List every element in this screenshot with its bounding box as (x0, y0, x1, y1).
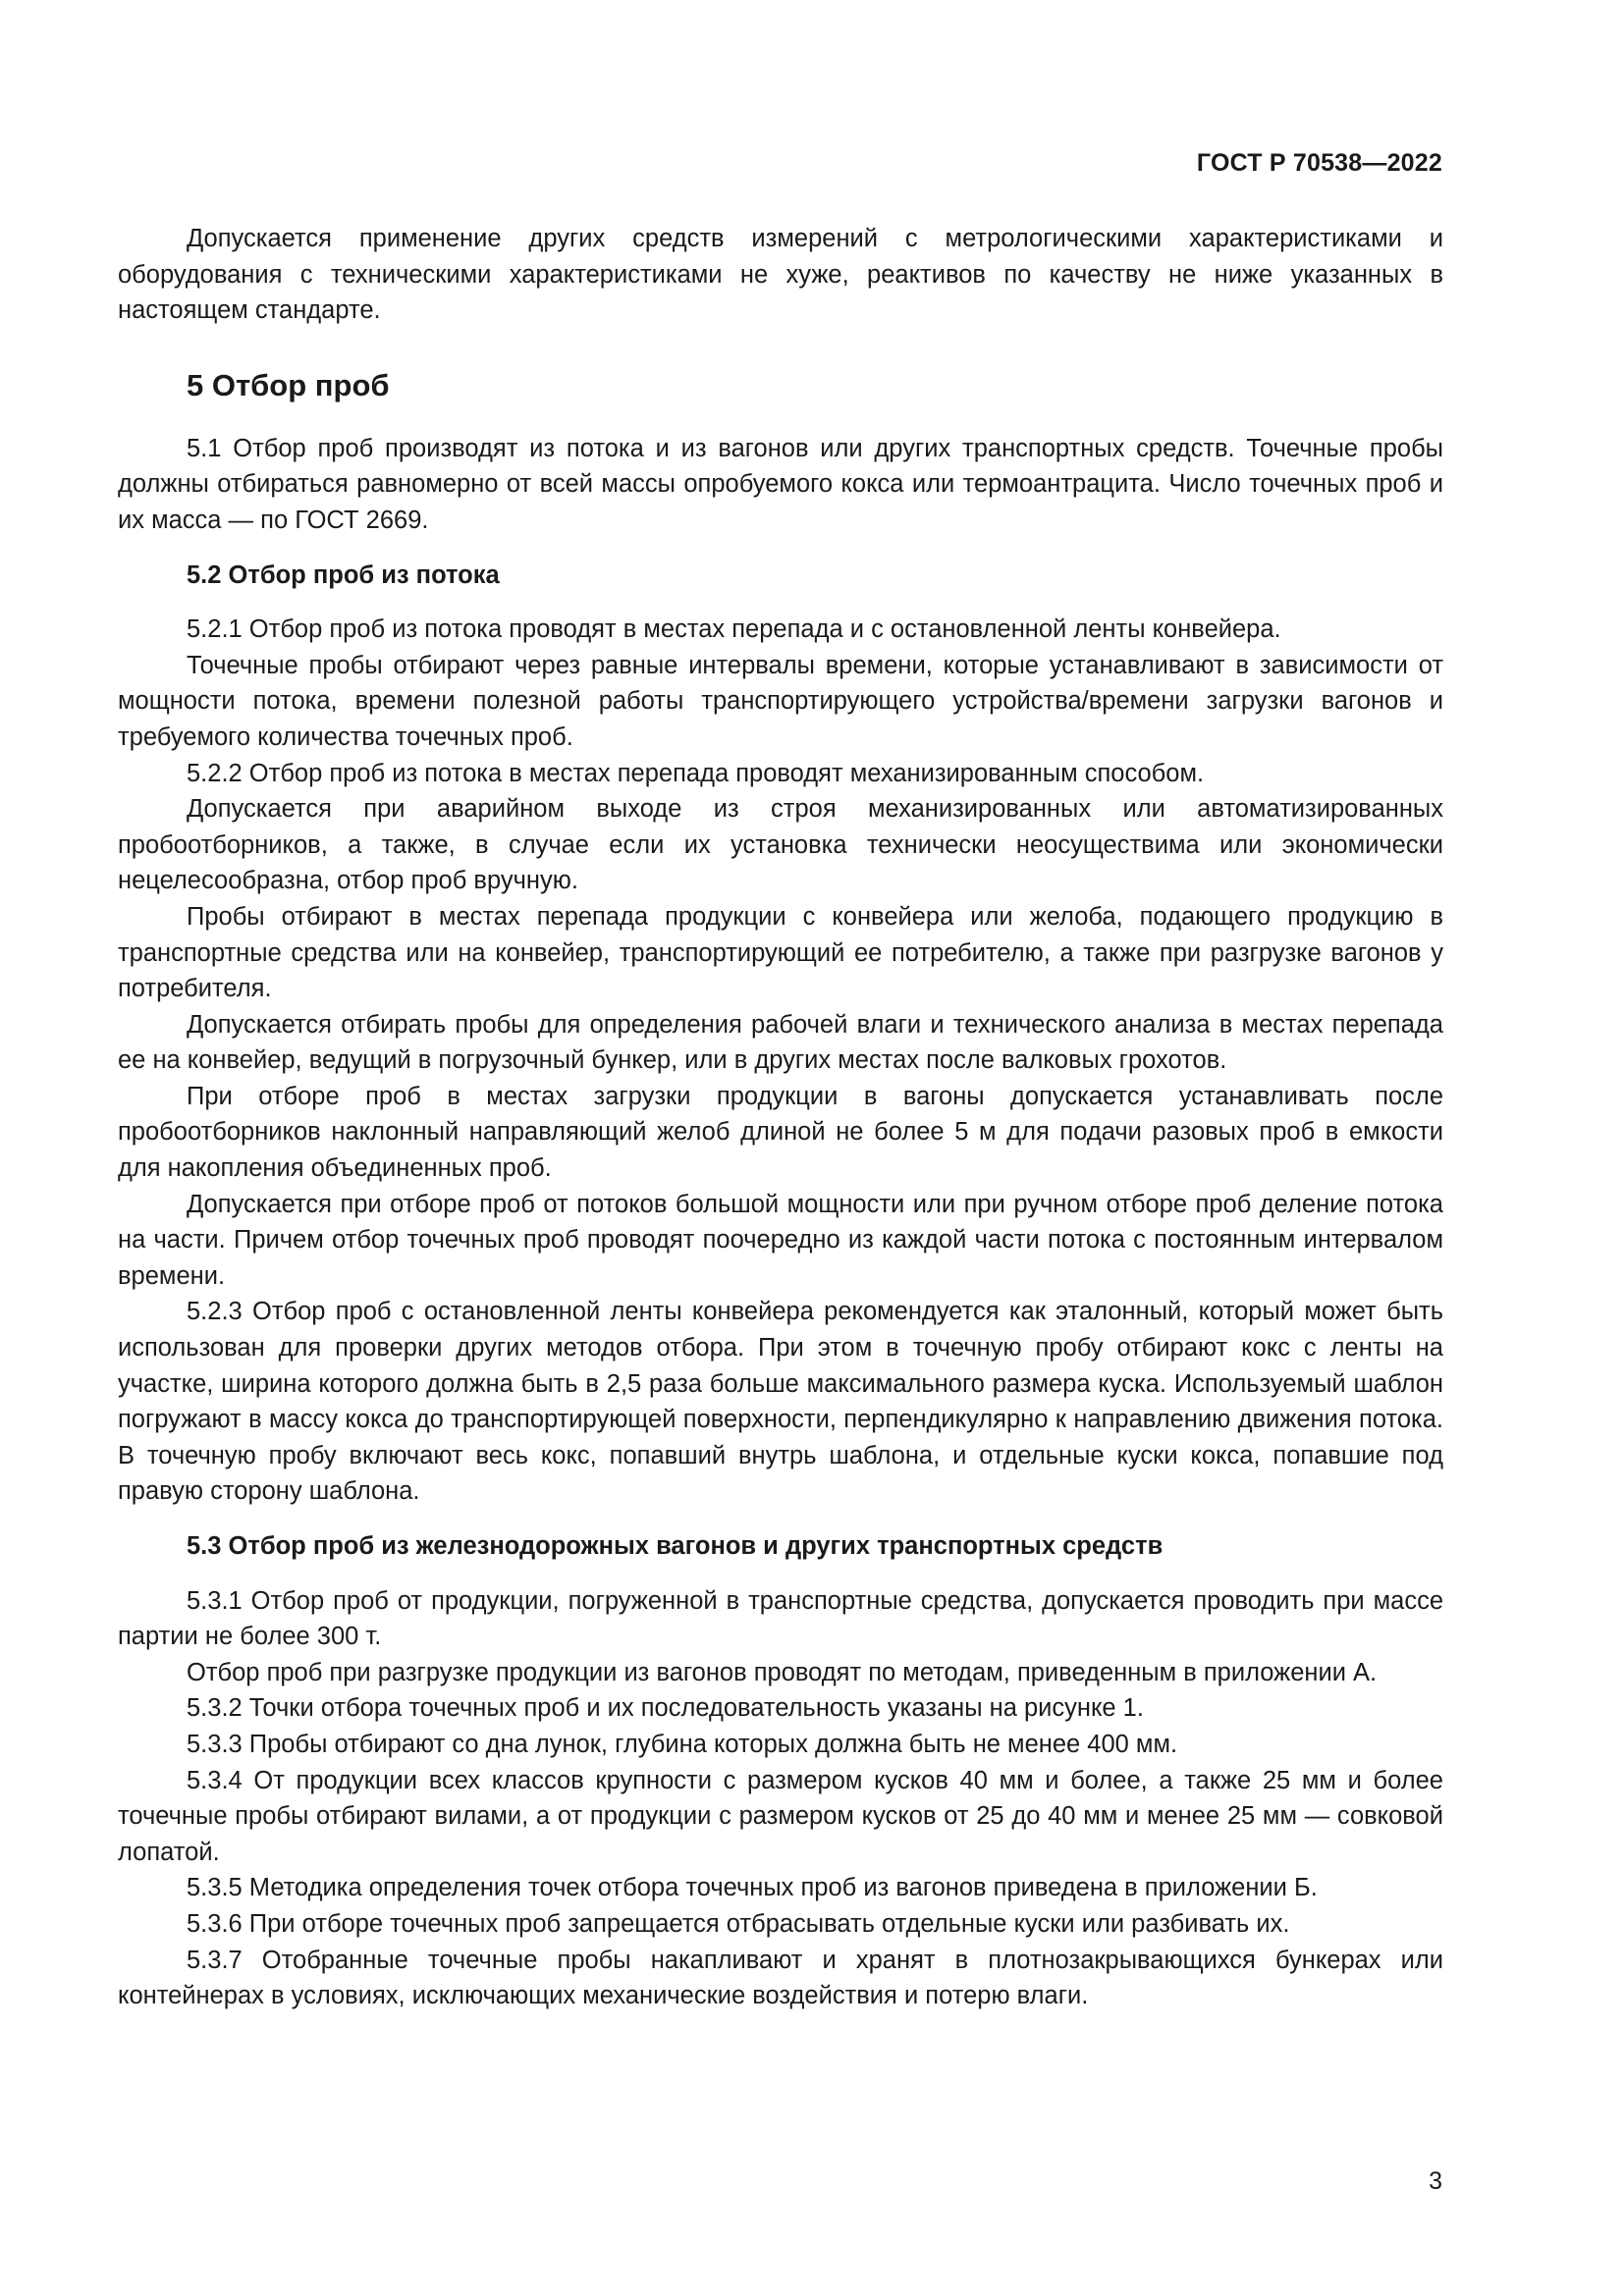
paragraph: Отбор проб при разгрузке продукции из вагонов проводят по методам, приведенным в приложении А. (187, 1658, 1378, 1686)
intro-paragraph: Допускается применение других средств измерений с метрологическими характеристиками и оборудования с техническими характеристиками не хуже, реактивов по качеству не ниже указанных в настоящем стандарте. (118, 225, 1443, 325)
section-5-title: 5 Отбор проб (187, 367, 390, 402)
page-number: 3 (1429, 2167, 1442, 2195)
paragraph-5-3-4: 5.3.4 От продукции всех классов крупности с размером кусков 40 мм и более, а также 25 мм и более точечные пробы отбирают вилами, а от продукции с размером кусков от 25 до 40 мм и менее 25 мм — совковой лопатой. (118, 1766, 1443, 1866)
paragraph-5-1: 5.1 Отбор проб производят из потока и из вагонов или других транспортных средств. Точечные пробы должны отбираться равномерно от всей массы опробуемого кокса или термоантрацита. Число точечных проб и их масса — по ГОСТ 2669. (118, 434, 1443, 534)
paragraph-5-3-3: 5.3.3 Пробы отбирают со дна лунок, глубина которых должна быть не менее 400 мм. (187, 1730, 1178, 1758)
paragraph: Допускается при отборе проб от потоков большой мощности или при ручном отборе проб деление потока на части. Причем отбор точечных проб проводят поочередно из каждой части потока с постоянным интервалом времени. (118, 1190, 1443, 1290)
section-5-2-title: 5.2 Отбор проб из потока (187, 561, 500, 589)
document-code-header: ГОСТ Р 70538—2022 (1196, 149, 1442, 177)
section-5-3-title: 5.3 Отбор проб из железнодорожных вагонов и других транспортных средств (187, 1532, 1164, 1560)
paragraph-5-3-5: 5.3.5 Методика определения точек отбора точечных проб из вагонов приведена в приложении Б. (187, 1874, 1318, 1902)
paragraph: При отборе проб в местах загрузки продукции в вагоны допускается устанавливать после пробоотборников наклонный направляющий желоб длиной не более 5 м для подачи разовых проб в емкости для накопления объединенных проб. (118, 1082, 1443, 1183)
paragraph: Допускается отбирать пробы для определения рабочей влаги и технического анализа в местах перепада ее на конвейер, ведущий в погрузочный бункер, или в других местах после валковых грохотов. (118, 1010, 1443, 1075)
paragraph-5-2-3: 5.2.3 Отбор проб с остановленной ленты конвейера рекомендуется как эталонный, который может быть использован для проверки других методов отбора. При этом в точечную пробу отбирают кокс с ленты на участке, ширина которого должна быть в 2,5 раза больше максимального размера куска. Используемый шаблон погружают в массу кокса до транспортирующей поверхности, перпендикулярно к направлению движения потока. В точечную пробу включают весь кокс, попавший внутрь шаблона, и отдельные куски кокса, попавшие под правую сторону шаблона. (118, 1298, 1443, 1506)
paragraph-5-3-2: 5.3.2 Точки отбора точечных проб и их последовательность указаны на рисунке 1. (187, 1694, 1144, 1723)
paragraph-5-3-7: 5.3.7 Отобранные точечные пробы накапливают и хранят в плотнозакрывающихся бункерах или контейнерах в условиях, исключающих механические воздействия и потерю влаги. (118, 1946, 1443, 2010)
paragraph: Точечные пробы отбирают через равные интервалы времени, которые устанавливают в зависимости от мощности потока, времени полезной работы транспортирующего устройства/времени загрузки вагонов и требуемого количества точечных проб. (118, 651, 1443, 751)
paragraph-5-3-6: 5.3.6 При отборе точечных проб запрещается отбрасывать отдельные куски или разбивать их. (187, 1909, 1290, 1938)
paragraph-5-3-1: 5.3.1 Отбор проб от продукции, погруженной в транспортные средства, допускается проводить при массе партии не более 300 т. (118, 1586, 1443, 1651)
paragraph: Пробы отбирают в местах перепада продукции с конвейера или желоба, подающего продукцию в транспортные средства или на конвейер, транспортирующий ее потребителю, а также при разгрузке вагонов у потребителя. (118, 902, 1443, 1003)
paragraph: Допускается при аварийном выходе из строя механизированных или автоматизированных пробоотборников, а также, в случае если их установка технически неосуществима или экономически нецелесообразна, отбор проб вручную. (118, 795, 1443, 895)
paragraph-5-2-2: 5.2.2 Отбор проб из потока в местах перепада проводят механизированным способом. (187, 759, 1205, 787)
document-body (118, 221, 1443, 2014)
paragraph-5-2-1: 5.2.1 Отбор проб из потока проводят в местах перепада и с остановленной ленты конвейера. (187, 615, 1281, 644)
